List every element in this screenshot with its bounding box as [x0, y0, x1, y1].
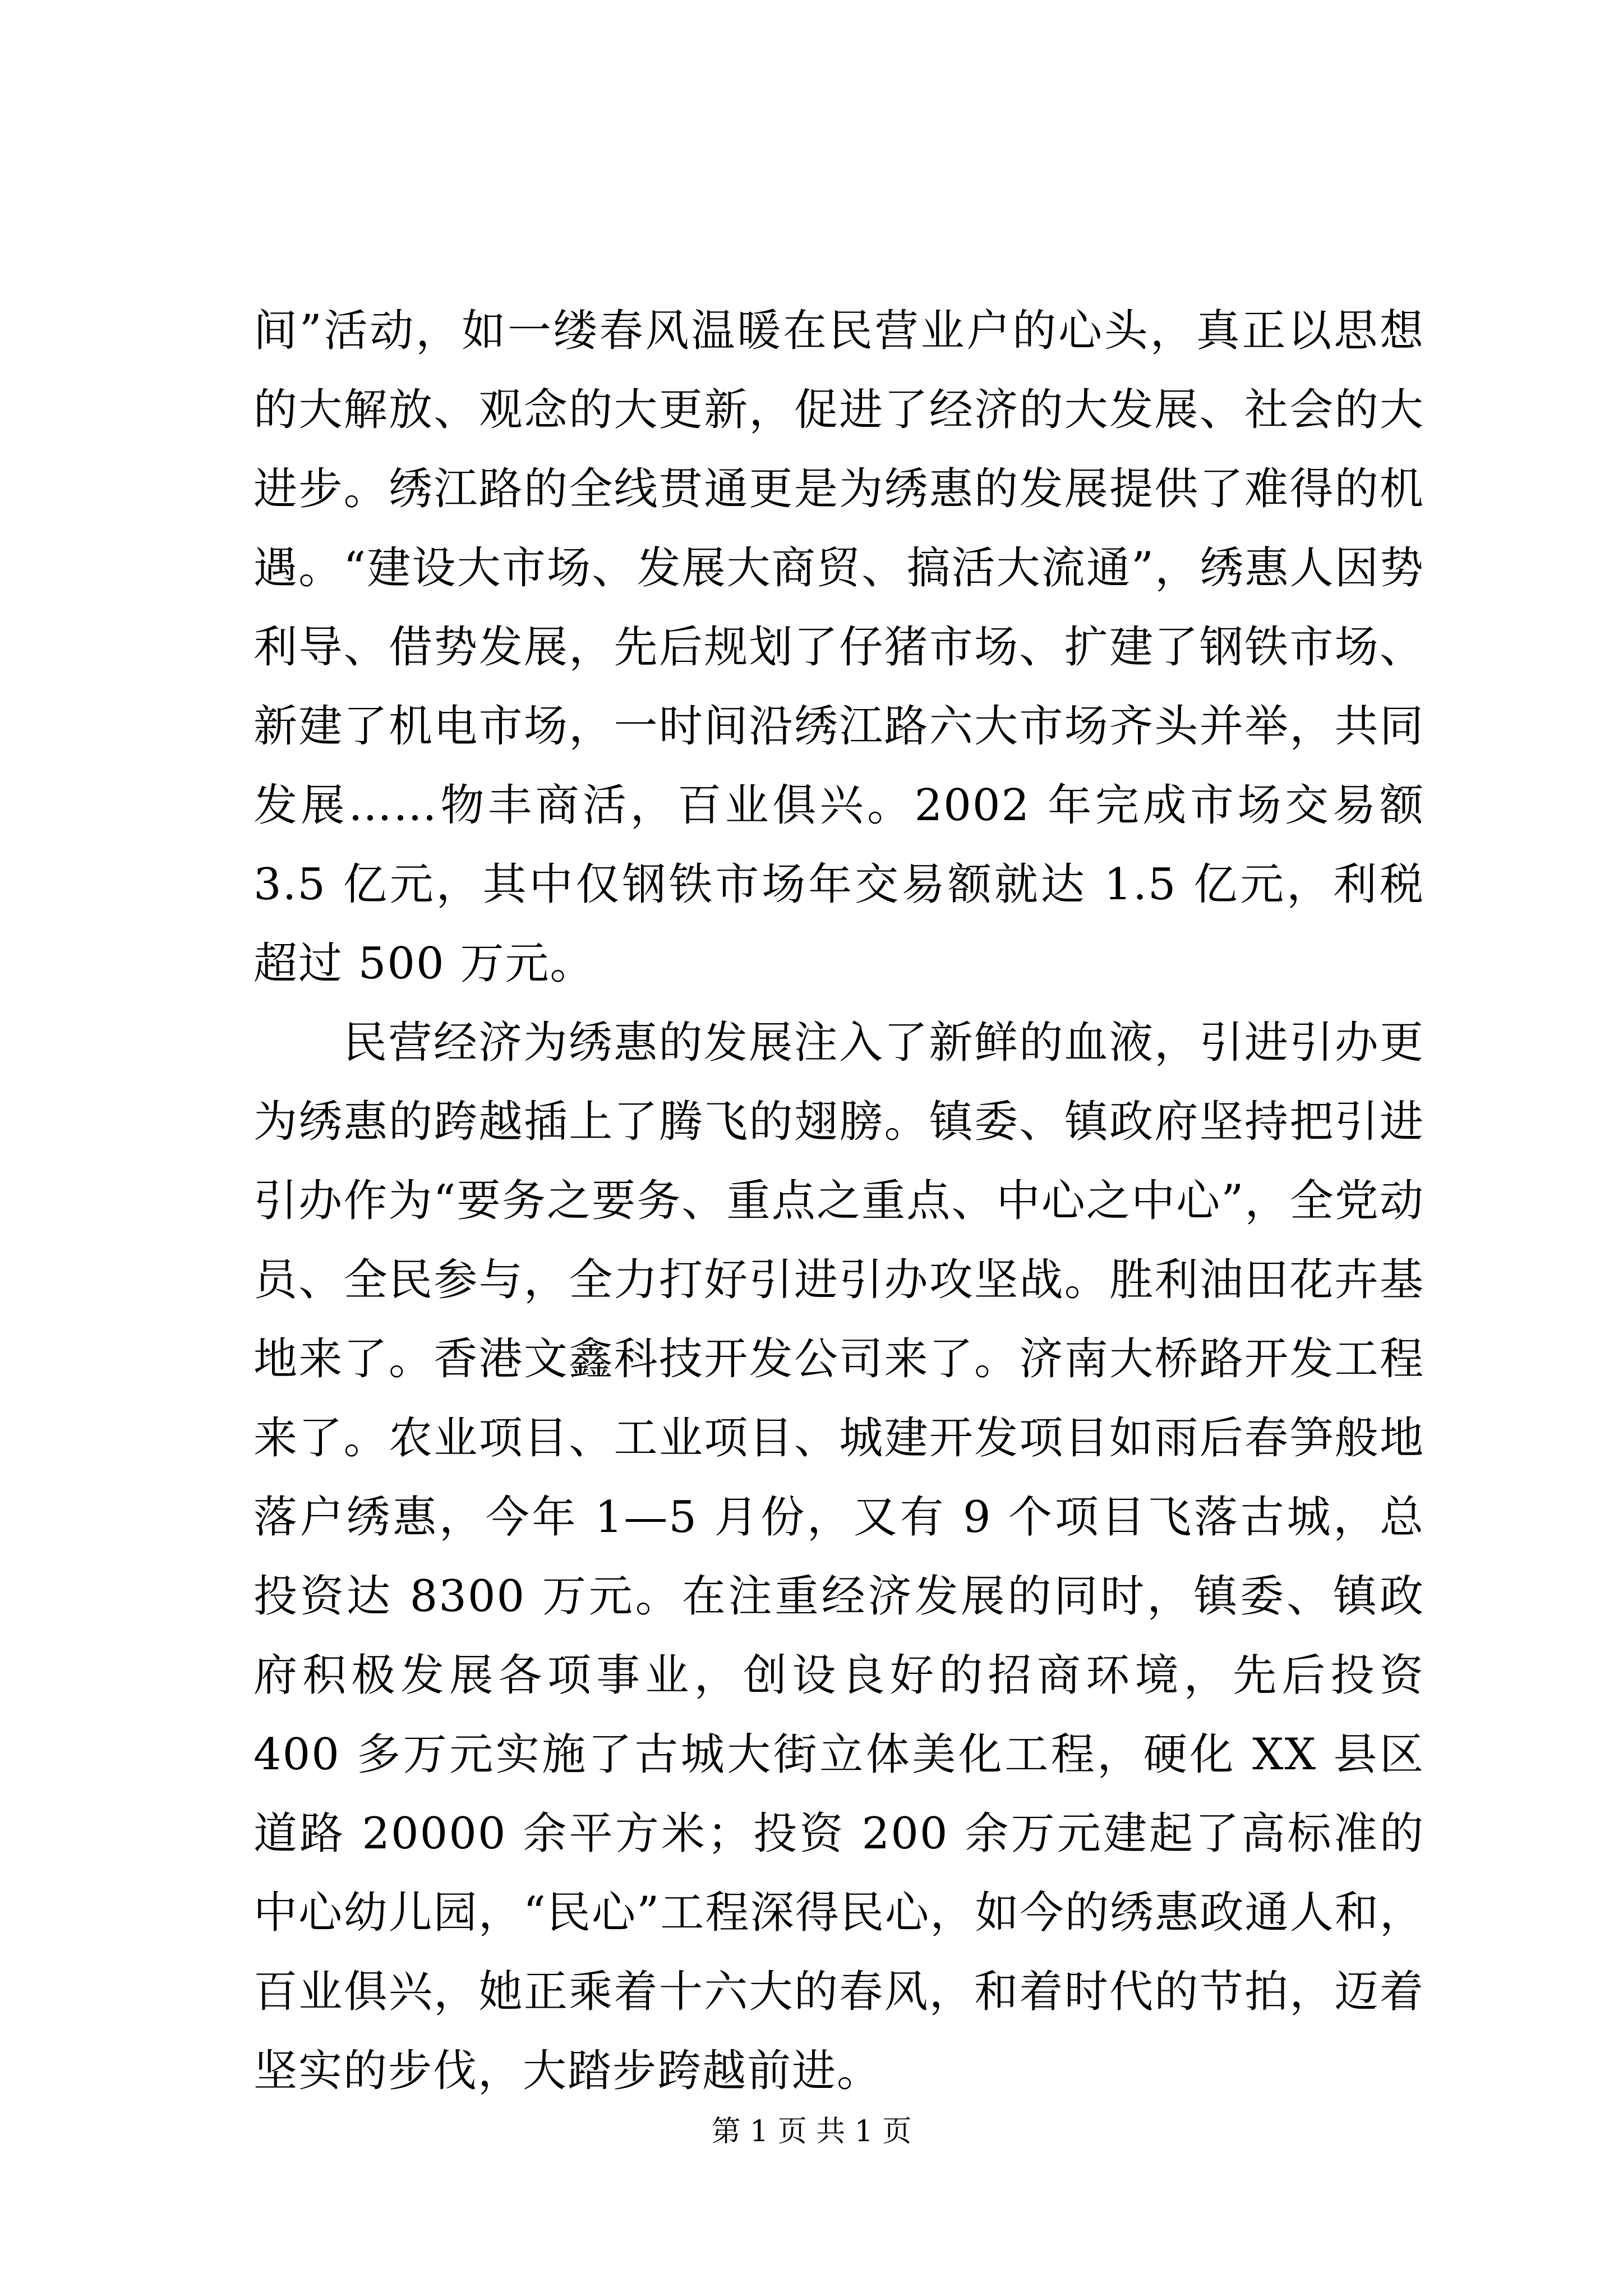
document-body — [253, 292, 1424, 2111]
paragraph-2: 民营经济为绣惠的发展注入了新鲜的血液，引进引办更为绣惠的跨越插上了腾飞的翅膀。镇委、镇政府坚持把引进引办作为“要务之要务、重点之重点、中心之中心”，全党动员、全民参与，全力打好引进引办攻坚战。胜利油田花卉基地来了。香港文鑫科技开发公司来了。济南大桥路开发工程来了。农业项目、工业项目、城建开发项目如雨后春笋般地落户绣惠，今年 1—5 月份，又有 9 个项目飞落古城，总投资达 8300 万元。在注重经济发展的同时，镇委、镇政府积极发展各项事业，创设良好的招商环境，先后投资 400 多万元实施了古城大街立体美化工程，硬化 XX 县区道路 20000 余平方米；投资 200 余万元建起了高标准的中心幼儿园，“民心”工程深得民心，如今的绣惠政通人和，百业俱兴，她正乘着十六大的春风，和着时代的节拍，迈着坚实的步伐，大踏步跨越前进。 — [253, 1018, 1424, 2096]
paragraph-1: 间”活动，如一缕春风温暖在民营业户的心头，真正以思想的大解放、观念的大更新，促进了经济的大发展、社会的大进步。绣江路的全线贯通更是为绣惠的发展提供了难得的机遇。“建设大市场、发展大商贸、搞活大流通”，绣惠人因势利导、借势发展，先后规划了仔猪市场、扩建了钢铁市场、新建了机电市场，一时间沿绣江路六大市场齐头并举，共同发展……物丰商活，百业俱兴。2002 年完成市场交易额 3.5 亿元，其中仅钢铁市场年交易额就达 1.5 亿元，利税超过 500 万元。 — [253, 306, 1424, 989]
page-footer: 第 1 页 共 1 页 — [711, 2115, 912, 2148]
